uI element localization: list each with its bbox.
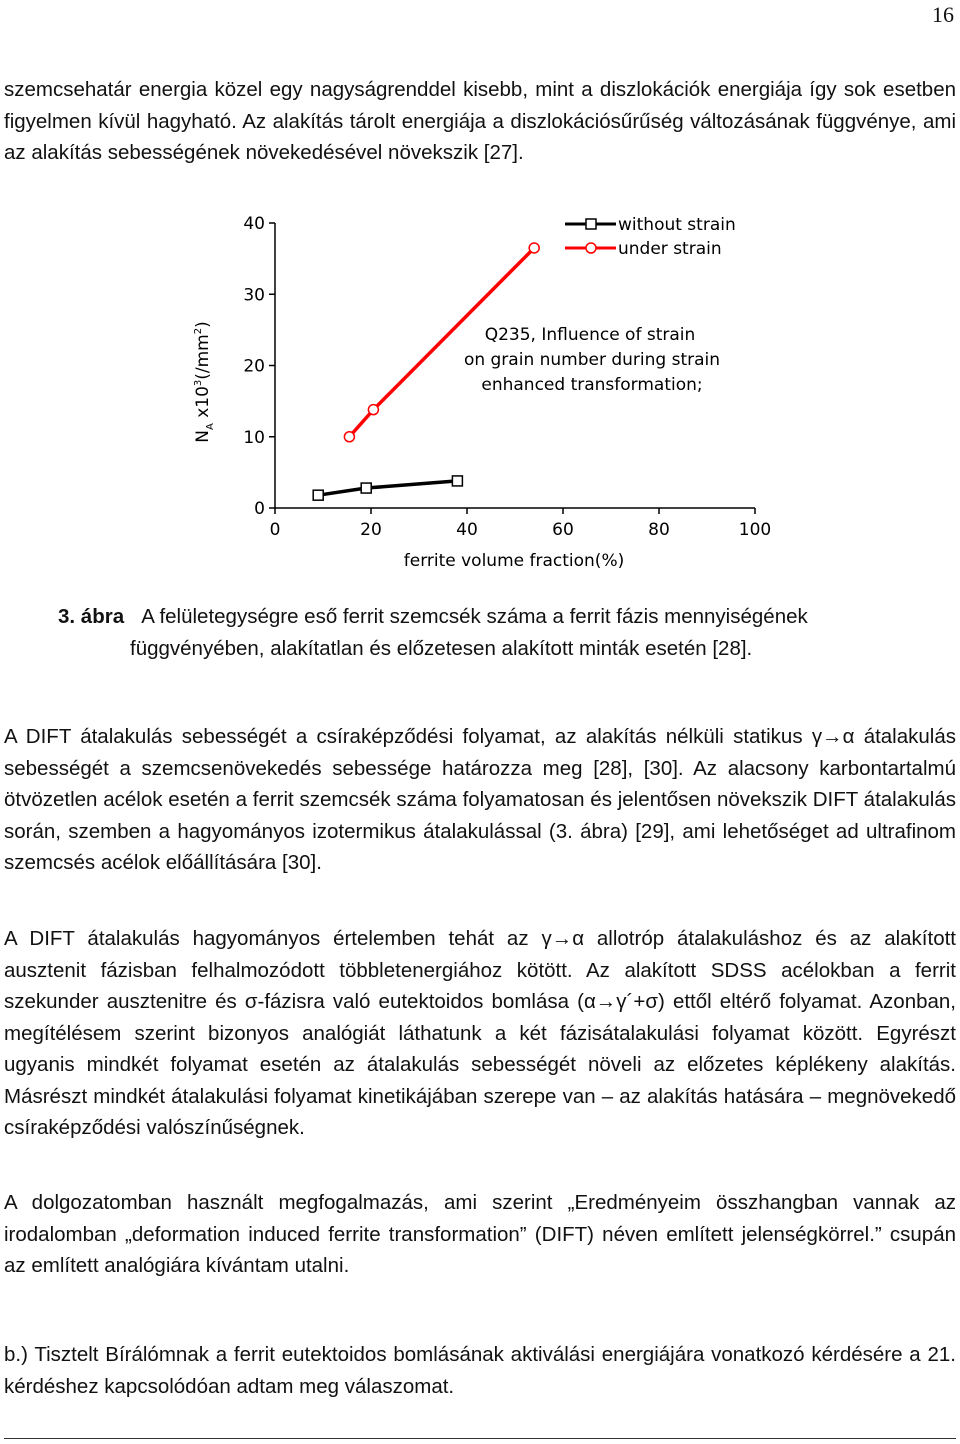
x-tick-label: 0 [269, 520, 281, 540]
x-tick-label: 60 [552, 520, 574, 540]
y-tick-label: 0 [254, 499, 265, 519]
y-label-unit: (/mm [193, 334, 213, 380]
annotation-line-1: Q235, Influence of strain [484, 325, 696, 345]
paragraph-5: b.) Tisztelt Bírálómnak a ferrit eutektoidos bomlásának aktiválási energiájára vonatkozó kérdésére a 21. kérdéshez kapcsolódóan adtam meg válaszomat. [4, 1343, 956, 1398]
x-tick-label: 40 [456, 520, 478, 540]
plot-area [193, 214, 771, 571]
x-axis-label: ferrite volume fraction(%) [403, 551, 625, 571]
y-tick-label: 40 [243, 214, 265, 234]
data-point-under-strain [344, 432, 354, 442]
legend-item-without-strain [565, 215, 736, 235]
caption-line-2: függvényében, alakítatlan és előzetesen alakított minták esetén [28]. [130, 636, 753, 660]
page-number: 16 [932, 2, 954, 27]
y-axis-label [193, 321, 216, 443]
series-layer [313, 243, 539, 500]
y-tick-label: 30 [243, 285, 265, 306]
series-line-without-strain [318, 481, 457, 495]
caption-label: 3. ábra [58, 605, 125, 628]
x-tick-label: 100 [738, 520, 772, 540]
legend-marker-without-strain [586, 219, 596, 229]
data-point-under-strain [368, 405, 378, 415]
chart-annotation [464, 325, 720, 395]
y-tick-label: 20 [243, 356, 265, 377]
footnote-rule [4, 1438, 956, 1439]
annotation-line-3: enhanced transformation; [481, 375, 703, 395]
figure-caption [58, 601, 918, 664]
legend-marker-under-strain [586, 243, 596, 253]
x-tick-label: 20 [360, 520, 382, 540]
legend [565, 215, 736, 259]
y-label-sup: 3 [193, 379, 204, 387]
legend-label-under-strain: under strain [618, 239, 722, 259]
y-tick-label: 10 [243, 427, 265, 448]
paragraph-2: A DIFT átalakulás sebességét a csíraképződési folyamat, az alakítás nélküli statikus γ→α átalakulás sebességét a szemcsenövekedés sebessége határozza meg [28], [30]. Az alacsony karbontartalmú ötvözetlen acélok esetén a ferrit szemcsék száma folyamatosan és jelentősen növekszik DIFT átalakulás során, szemben a hagyományos izotermikus átalakulással (3. ábra) [29], ami lehetőséget ad ultrafinom szemcsés acélok előállítására [30]. [4, 725, 956, 874]
annotation-line-2: on grain number during strain [463, 350, 721, 370]
paragraph-1: szemcsehatár energia közel egy nagyságrenddel kisebb, mint a diszlokációk energiája így sok esetben figyelmen kívül hagyható. Az alakítás tárolt energiája a diszlokációsűrűség változásának függvénye, ami az alakítás sebességének növekedésével növekszik [27]. [4, 78, 956, 164]
paragraph-4: A dolgozatomban használt megfogalmazás, ami szerint „Eredményeim összhangban vannak az irodalomban „deformation induced ferrite transformation” (DIFT) néven említett jelenségkörrel.” csupán az említett analógiára kívántam utalni. [4, 1191, 956, 1277]
caption-line-1: A felületegységre eső ferrit szemcsék száma a ferrit fázis mennyiségének [141, 605, 808, 628]
data-point-without-strain [452, 476, 462, 486]
data-point-without-strain [361, 483, 371, 493]
y-label-sup2: 2 [193, 327, 204, 335]
y-label-rest: x10 [193, 386, 213, 424]
legend-item-under-strain [565, 239, 722, 259]
y-label-sub: A [205, 423, 216, 431]
data-point-under-strain [529, 243, 539, 253]
ferrite-grain-chart [180, 205, 780, 580]
paragraph-3: A DIFT átalakulás hagyományos értelemben tehát az γ→α allotróp átalakuláshoz és az alakított ausztenit fázisban felhalmozódott többletenergiához kötött. Az alakított SDSS acélokban a ferrit szekunder ausztenitre és σ-fázisra való eutektoidos bomlása (α→γ´+σ) ettől eltérő folyamat. Azonban, megítélésem szerint bizonyos analógiát láthatunk a két fázisátalakulási folyamat között. Egyrészt ugyanis mindkét folyamat esetén az átalakulás sebességét növeli az előzetes képlékeny alakítás. Másrészt mindkét átalakulási folyamat kinetikájában szerepe van – az alakítás hatására – megnövekedő csíraképződési valószínűségnek. [4, 927, 956, 1139]
y-label-main: N [193, 430, 213, 443]
data-point-without-strain [313, 490, 323, 500]
y-label-end: ) [193, 321, 213, 328]
x-tick-label: 80 [648, 520, 670, 540]
legend-label-without-strain: without strain [618, 215, 736, 235]
